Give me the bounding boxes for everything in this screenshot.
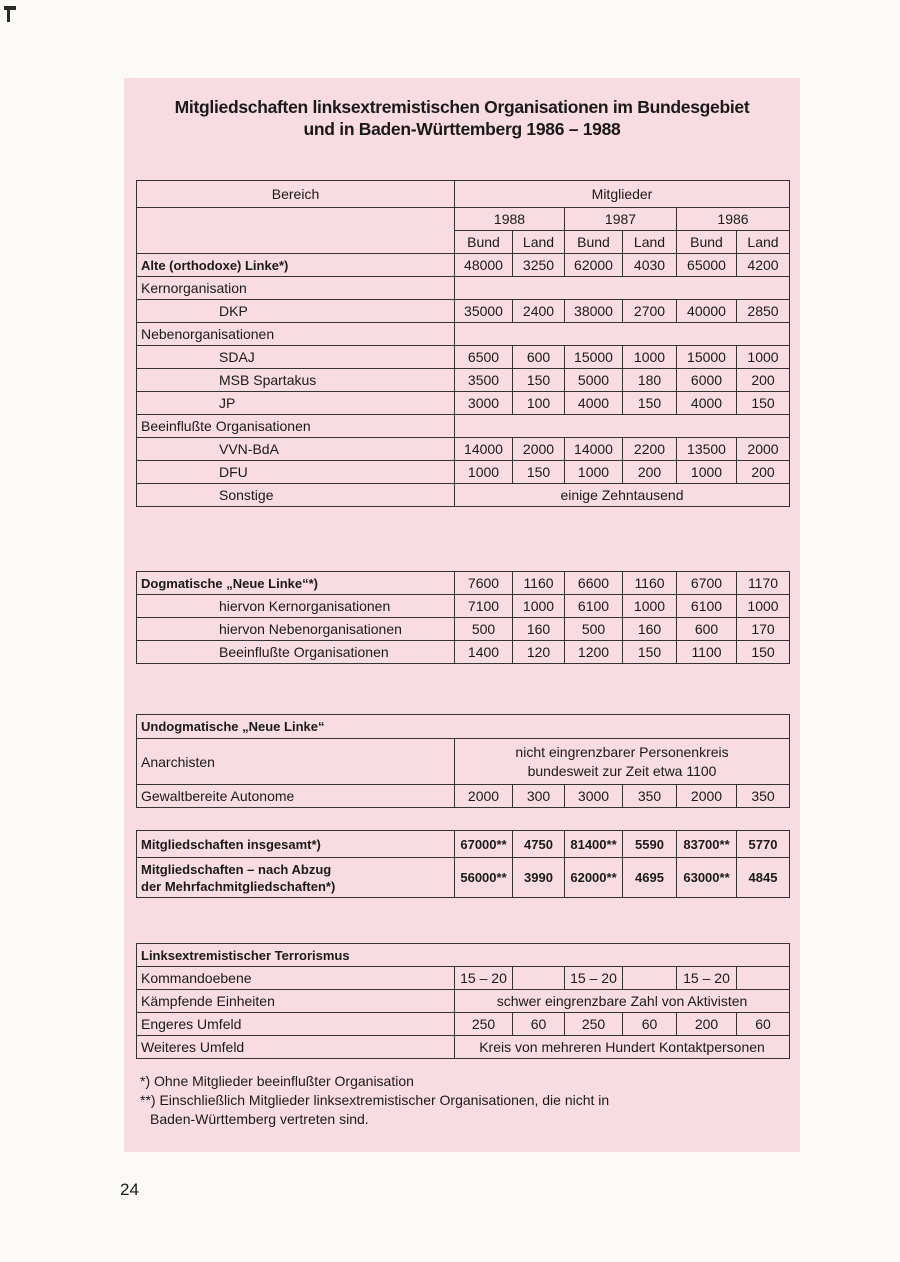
header-mitglieder: Mitglieder <box>455 181 790 208</box>
row-anarchisten: Anarchisten nicht eingrenzbarer Personenkreis bundesweit zur Zeit etwa 1100 <box>137 739 790 785</box>
row-engeres-umfeld: Engeres Umfeld 250 60 250 60 200 60 <box>137 1013 790 1036</box>
row-alte-linke: Alte (orthodoxe) Linke*) 48000 3250 62000 4030 65000 4200 <box>137 254 790 277</box>
scan-corner-mark <box>4 6 16 10</box>
table-main-organisations <box>136 180 790 507</box>
table-insgesamt <box>136 830 790 898</box>
col-bund: Bund <box>565 231 623 254</box>
row-weiteres-umfeld: Weiteres Umfeld Kreis von mehreren Hundert Kontaktpersonen <box>137 1036 790 1059</box>
table-terrorismus <box>136 943 790 1059</box>
row-kaempfende-einheiten: Kämpfende Einheiten schwer eingrenzbare Zahl von Aktivisten <box>137 990 790 1013</box>
row-kommandoebene: Kommandoebene 15 – 20 15 – 20 15 – 20 <box>137 967 790 990</box>
row-mitgliedschaften-insgesamt: Mitgliedschaften insgesamt*) 67000** 4750 81400** 5590 83700** 5770 <box>137 831 790 858</box>
row-hiervon-kern: hiervon Kernorganisationen 7100 1000 6100 1000 6100 1000 <box>137 595 790 618</box>
row-vvn-bda: VVN-BdA 14000 2000 14000 2200 13500 2000 <box>137 438 790 461</box>
row-jp: JP 3000 100 4000 150 4000 150 <box>137 392 790 415</box>
row-beeinflusste: Beeinflußte Organisationen <box>137 415 790 438</box>
row-sdaj: SDAJ 6500 600 15000 1000 15000 1000 <box>137 346 790 369</box>
footnotes <box>140 1072 609 1129</box>
table-dogmatische-neue-linke <box>136 571 790 664</box>
row-beeinflusste-org: Beeinflußte Organisationen 1400 120 1200 150 1100 150 <box>137 641 790 664</box>
row-dfu: DFU 1000 150 1000 200 1000 200 <box>137 461 790 484</box>
row-nach-abzug: Mitgliedschaften – nach Abzug der Mehrfachmitgliedschaften*) 56000** 3990 62000** 4695 63000** 4845 <box>137 858 790 898</box>
footnote-2-continued: Baden-Württemberg vertreten sind. <box>150 1111 369 1127</box>
row-gewaltbereite: Gewaltbereite Autonome 2000 300 3000 350 2000 350 <box>137 785 790 808</box>
col-bund: Bund <box>677 231 737 254</box>
footnote-1: *) Ohne Mitglieder beeinflußter Organisation <box>140 1073 414 1089</box>
col-land: Land <box>623 231 677 254</box>
col-land: Land <box>513 231 565 254</box>
row-dkp: DKP 35000 2400 38000 2700 40000 2850 <box>137 300 790 323</box>
header-bereich: Bereich <box>137 181 455 208</box>
col-bund: Bund <box>455 231 513 254</box>
page-number: 24 <box>120 1180 139 1199</box>
year-1988: 1988 <box>455 208 565 231</box>
page-title <box>124 96 800 140</box>
undogmatische-heading: Undogmatische „Neue Linke“ <box>137 715 790 739</box>
table-undogmatische <box>136 714 790 808</box>
row-sonstige: Sonstige einige Zehntausend <box>137 484 790 507</box>
row-hiervon-neben: hiervon Nebenorganisationen 500 160 500 160 600 170 <box>137 618 790 641</box>
title-line-1: Mitgliedschaften linksextremistischen Organisationen im Bundesgebiet <box>174 97 750 117</box>
footnote-2: **) Einschließlich Mitglieder linksextremistischer Organisationen, die nicht in <box>140 1092 610 1108</box>
terrorismus-heading: Linksextremistischer Terrorismus <box>137 944 790 967</box>
year-1987: 1987 <box>565 208 677 231</box>
year-1986: 1986 <box>677 208 790 231</box>
col-land: Land <box>737 231 790 254</box>
row-msb-spartakus: MSB Spartakus 3500 150 5000 180 6000 200 <box>137 369 790 392</box>
title-line-2: und in Baden-Württemberg 1986 – 1988 <box>303 119 621 139</box>
row-dogmatische: Dogmatische „Neue Linke“*) 7600 1160 6600 1160 6700 1170 <box>137 572 790 595</box>
row-nebenorganisationen: Nebenorganisationen <box>137 323 790 346</box>
row-kernorganisation: Kernorganisation <box>137 277 790 300</box>
scan-corner-mark <box>7 6 10 22</box>
